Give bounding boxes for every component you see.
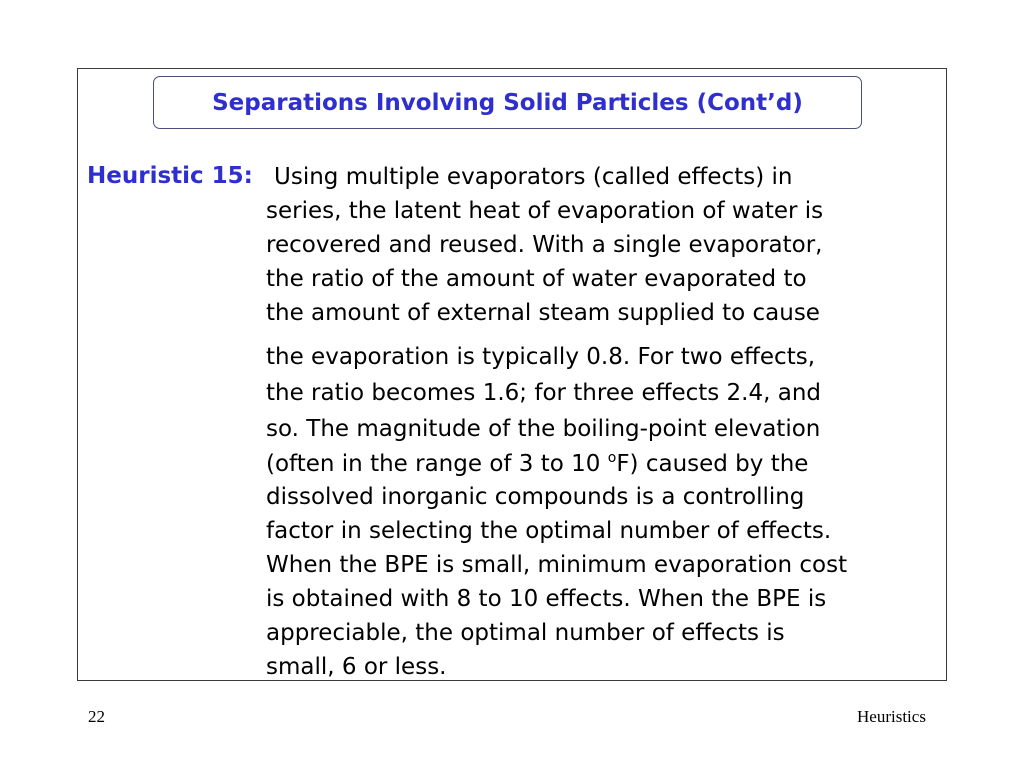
body-line-1: Using multiple evaporators (called effects) in — [274, 164, 793, 190]
body-line-9 — [266, 450, 808, 477]
body-line-8: so. The magnitude of the boiling-point elevation — [266, 416, 821, 442]
body-line-9-end: F) caused by the — [616, 451, 809, 477]
page-number: 22 — [88, 707, 105, 726]
body-line-2: series, the latent heat of evaporation of water is — [266, 198, 824, 224]
degree-superscript: o — [607, 450, 617, 466]
body-line-6: the evaporation is typically 0.8. For two effects, — [266, 344, 816, 370]
body-line-10: dissolved inorganic compounds is a controlling — [266, 484, 805, 510]
body-line-9-start: (often in the range of 3 to 10 — [266, 451, 608, 477]
body-line-5: the amount of external steam supplied to cause — [266, 300, 820, 326]
slide-title: Separations Involving Solid Particles (Cont’d) — [212, 89, 803, 116]
body-line-12: When the BPE is small, minimum evaporation cost — [266, 552, 848, 578]
heuristic-label: Heuristic 15: — [87, 163, 253, 189]
body-line-11: factor in selecting the optimal number of effects. — [266, 518, 832, 544]
body-line-13: is obtained with 8 to 10 effects. When the BPE is — [266, 586, 827, 612]
body-line-3: recovered and reused. With a single evaporator, — [266, 232, 823, 258]
body-line-4: the ratio of the amount of water evaporated to — [266, 266, 807, 292]
footer-section-label: Heuristics — [857, 707, 926, 726]
body-line-15: small, 6 or less. — [266, 654, 447, 680]
body-line-7: the ratio becomes 1.6; for three effects 2.4, and — [266, 380, 822, 406]
slide-title-box — [153, 76, 862, 129]
body-line-14: appreciable, the optimal number of effects is — [266, 620, 785, 646]
